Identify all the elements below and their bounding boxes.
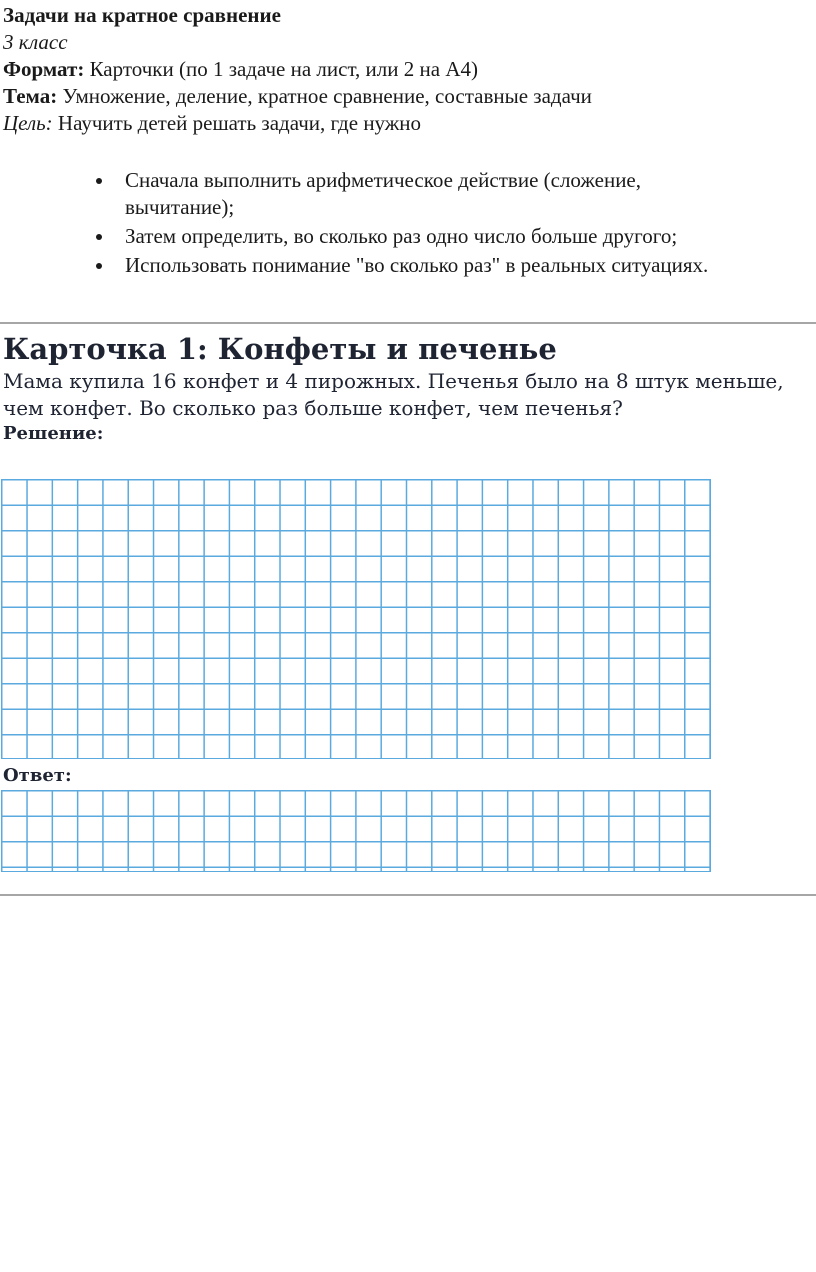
answer-label: Ответ:	[3, 765, 72, 786]
problem-text-line-1: Мама купила 16 конфет и 4 пирожных. Печенья было на 8 штук меньше,	[3, 369, 784, 393]
format-line	[3, 56, 813, 83]
solution-grid[interactable]	[1, 479, 711, 759]
topic-label: Тема:	[3, 84, 58, 108]
topic-value: Умножение, деление, кратное сравнение, составные задачи	[57, 84, 592, 108]
worksheet-title: Задачи на кратное сравнение	[3, 3, 281, 27]
card-title: Карточка 1: Конфеты и печенье	[3, 332, 557, 366]
goal-label: Цель:	[3, 111, 53, 135]
goal-line	[3, 110, 813, 137]
worksheet-header	[3, 2, 813, 137]
problem-text-line-2: чем конфет. Во сколько раз больше конфет, чем печенья?	[3, 396, 623, 420]
goal-value: Научить детей решать задачи, где нужно	[52, 111, 422, 135]
bullet-item	[0, 252, 816, 279]
bullet-text: Сначала выполнить арифметическое действие (сложение, вычитание);	[125, 168, 642, 219]
format-label: Формат:	[3, 57, 85, 81]
goal-bullet-list	[0, 167, 816, 281]
bottom-divider	[0, 894, 816, 896]
bullet-text: Затем определить, во сколько раз одно число больше другого;	[125, 224, 678, 248]
bullet-dot-icon	[96, 178, 102, 184]
task-card	[3, 330, 813, 446]
grade-label: 3 класс	[3, 30, 68, 54]
format-value: Карточки (по 1 задаче на лист, или 2 на А4)	[84, 57, 478, 81]
top-divider	[0, 322, 816, 324]
bullet-item	[0, 167, 735, 221]
answer-grid[interactable]	[1, 790, 711, 872]
bullet-dot-icon	[96, 263, 102, 269]
bullet-item	[0, 223, 816, 250]
bullet-text: Использовать понимание "во сколько раз" в реальных ситуациях.	[125, 253, 709, 277]
solution-label: Решение:	[3, 423, 104, 444]
bullet-dot-icon	[96, 234, 102, 240]
topic-line	[3, 83, 813, 110]
